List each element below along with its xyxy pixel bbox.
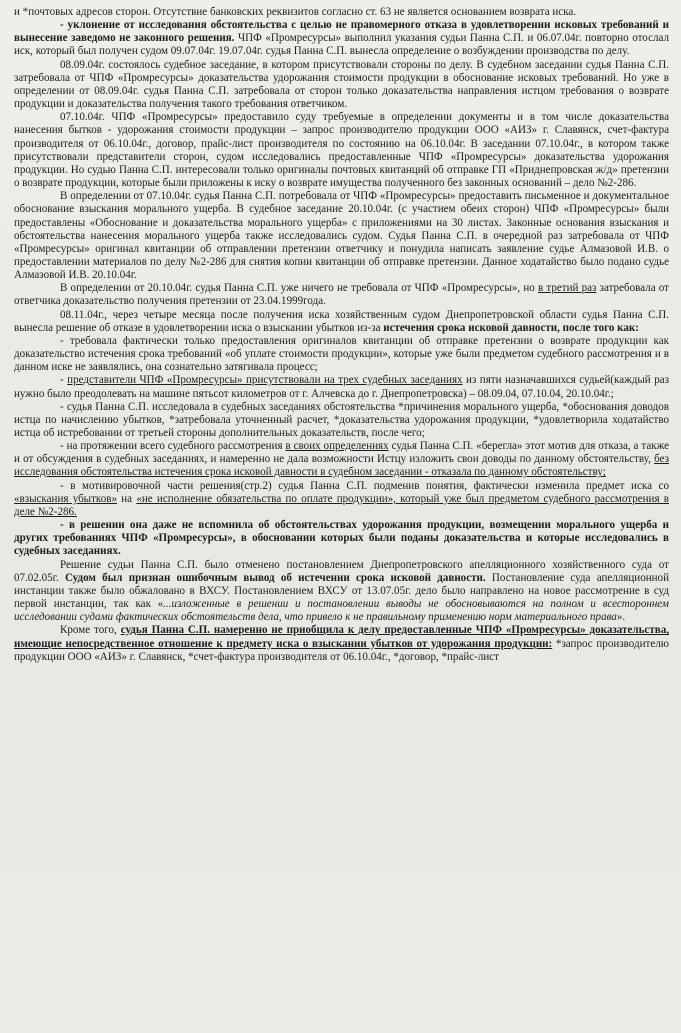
list-item-motive: - на протяжении всего судебного рассмотрения в своих определениях судья Панна С.П. «берегла» этот мотив для отказа, а также и от обсуждения в судебных заседаниях, и намеренно не дала возможности Истцу изложить свои доводы по данному обстоятельству, без исследования обстоятельства истечения срока исковой давности в судебном заседании - отказала по данному обстоятельству;	[14, 440, 670, 479]
list-item-three-hearings: - представители ЧПФ «Промресурсы» присутствовали на трех судебных заседаниях из пяти назначавшихся судьей(каждый раз нужно было преодолевать на машине пятьсот километров от г. Алчевска до г. Днепропетровска) – 08.09.04, 07.10.04, 20.10.04г.;	[14, 374, 669, 400]
paragraph-address-note: и *почтовых адресов сторон. Отсутствие банковских реквизитов согласно ст. 63 не является основанием возврата иска.	[14, 6, 577, 18]
paragraph-hearing-0809: 08.09.04г. состоялось судебное заседание, в котором присутствовали стороны по делу. В судебном заседании судья Панна С.П. затребовала от ЧПФ «Промресурсы» доказательства удорожания стоимости продукции в обоснование исковых требований. Но уже в определении от 08.09.04г. судья Панна С.П. затребовала от сторон только доказательства направления истцом требования о возврате продукции и доказательства получения такого требования ответчиком.	[14, 58, 669, 111]
paragraph-appeal: Решение судьи Панна С.П. было отменено постановлением Днепропетровского апелляционного хозяйственного суда от 07.02.05г. Судом был признан ошибочным вывод об истечении срока исковой давности. Постановление суда апелляционной инстанции также было обжаловано в ВХСУ. Постановлением ВХСУ от 13.07.05г. дело было направлено на новое рассмотрение в суд первой инстанции, так как «...изложенные в решении и постановлении выводы не обосновываются на полном и всестороннем исследовании судами фактических обстоятельств дела, что привело к не правильному применению норм материального права».	[14, 558, 669, 624]
list-item-originals: - требовала фактически только предоставления оригиналов квитанции об отправке претензии о возврате продукции как доказательство истечения срока требований «об уплате стоимости продукции», которые уже были предметом судебного рассмотрения и в данном иске не заявлялись, она сознательно затягивала процесс;	[14, 334, 669, 374]
list-item-not-mentioned: - в решении она даже не вспомнила об обстоятельствах удорожания продукции, возмещении морального ущерба и других требованиях ЧПФ «Промресурсы», в обосновании которых были поданы доказательства и которые исследовались в судебных заседаниях.	[14, 519, 669, 558]
paragraph-not-attached: Кроме того, судья Панна С.П. намеренно не приобщила к делу предоставленные ЧПФ «Промресурсы» доказательства, имеющие непосредственное отношение к предмету иска о взыскании убытков от удорожания продукции: *запрос производителю продукции ООО «АИЗ» г. Славянск, *счет-фактура производителя от 06.10.04г., *договор, *прайс-лист	[14, 624, 669, 663]
paragraph-ruling-2010: В определении от 20.10.04г. судья Панна С.П. уже ничего не требовала от ЧПФ «Промресурсы», но в третий раз затребовала от ответчика доказательство получения претензии от 23.04.1999года.	[14, 282, 669, 308]
list-item-subject-change: - в мотивировочной части решения(стр.2) судья Панна С.П. подменив понятия, фактически изменила предмет иска со «взыскания убытков» на «не исполнение обязательства по оплате продукции», который уже был предметом судебного рассмотрения в деле №2-286.	[14, 479, 670, 518]
heading-evasion: - уклонение от исследования обстоятельства с целью не правомерного отказа в удовлетворении исковых требований и вынесение заведомо не законного решения.	[14, 19, 669, 45]
list-item-investigated: - судья Панна С.П. исследовала в судебных заседаниях обстоятельства *причинения морального ущерба, *обоснования доводов истца по начислению убытков, *затребовала уточненный расчет, *доказательства удорожания продукции, *удовлетворила ходатайство истца об истребовании от третьей стороны дополнительных доказательств, после чего;	[14, 400, 669, 439]
paragraph-ruling-0710: В определении от 07.10.04г. судья Панна С.П. потребовала от ЧПФ «Промресурсы» предоставить письменное и документальное обоснование взыскания морального ущерба. В судебное заседание 20.10.04г. (с участием обеих сторон) ЧПФ «Промресурсы» были предоставлены «Обоснование и доказательства морального ущерба» с приложениями на 30 листах. Законные основания взыскания и обстоятельства нанесения морального ущерба также исследовались судом. Судья Панна С.П. в очередной раз затребовала от ЧПФ «Промресурсы» оригинал квитанции об отправлении претензии ответчику и понудила написать заявление судье Алмазовой И.В. о предоставлении материалов по делу №2-286 для снятия копии квитанции об отправке претензии. Данное ходатайство было подано судье Алмазовой И.В. 20.10.04г.	[14, 190, 669, 282]
paragraph-evasion: - уклонение от исследования обстоятельства с целью не правомерного отказа в удовлетворении исковых требований и вынесение заведомо не законного решения. ЧПФ «Промресурсы» выполнил указания судьи Панна С.П. и 06.07.04г. повторно отослал иск, который был получен судом 09.07.04г. 19.07.04г. судья Панна С.П. вынесла определение о возбуждении производства по делу.	[14, 19, 669, 58]
paragraph-docs-0710: 07.10.04г. ЧПФ «Промресурсы» предоставило суду требуемые в определении документы и в том числе доказательства нанесения бытков - удорожания стоимости продукции – запрос производителю продукции ООО «АИЗ» г. Славянск, счет-фактура производителя от 06.10.04г., договор, прайс-лист производителя по состоянию на 06.10.04г. В заседании 07.10.04г., в котором также присутствовали представители сторон, судом исследовались предоставленные ЧПФ «Промресурсы» доказательства удорожания продукции. Но судью Панна С.П. интересовали только оригиналы почтовых квитанций об отправке ГП «Приднепровская ж/д» претензии о возврате продукции, которые были приложены к иску о возврате имущества полученного без законных оснований – дело №2-286.	[14, 111, 669, 190]
paragraph-decision-0811: 08.11.04г., через четыре месяца после получения иска хозяйственным судом Днепропетровской области судья Панна С.П. вынесла решение об отказе в удовлетворении иска о взыскании убытков из-за истечения срока исковой давности, после того как:	[14, 308, 669, 334]
